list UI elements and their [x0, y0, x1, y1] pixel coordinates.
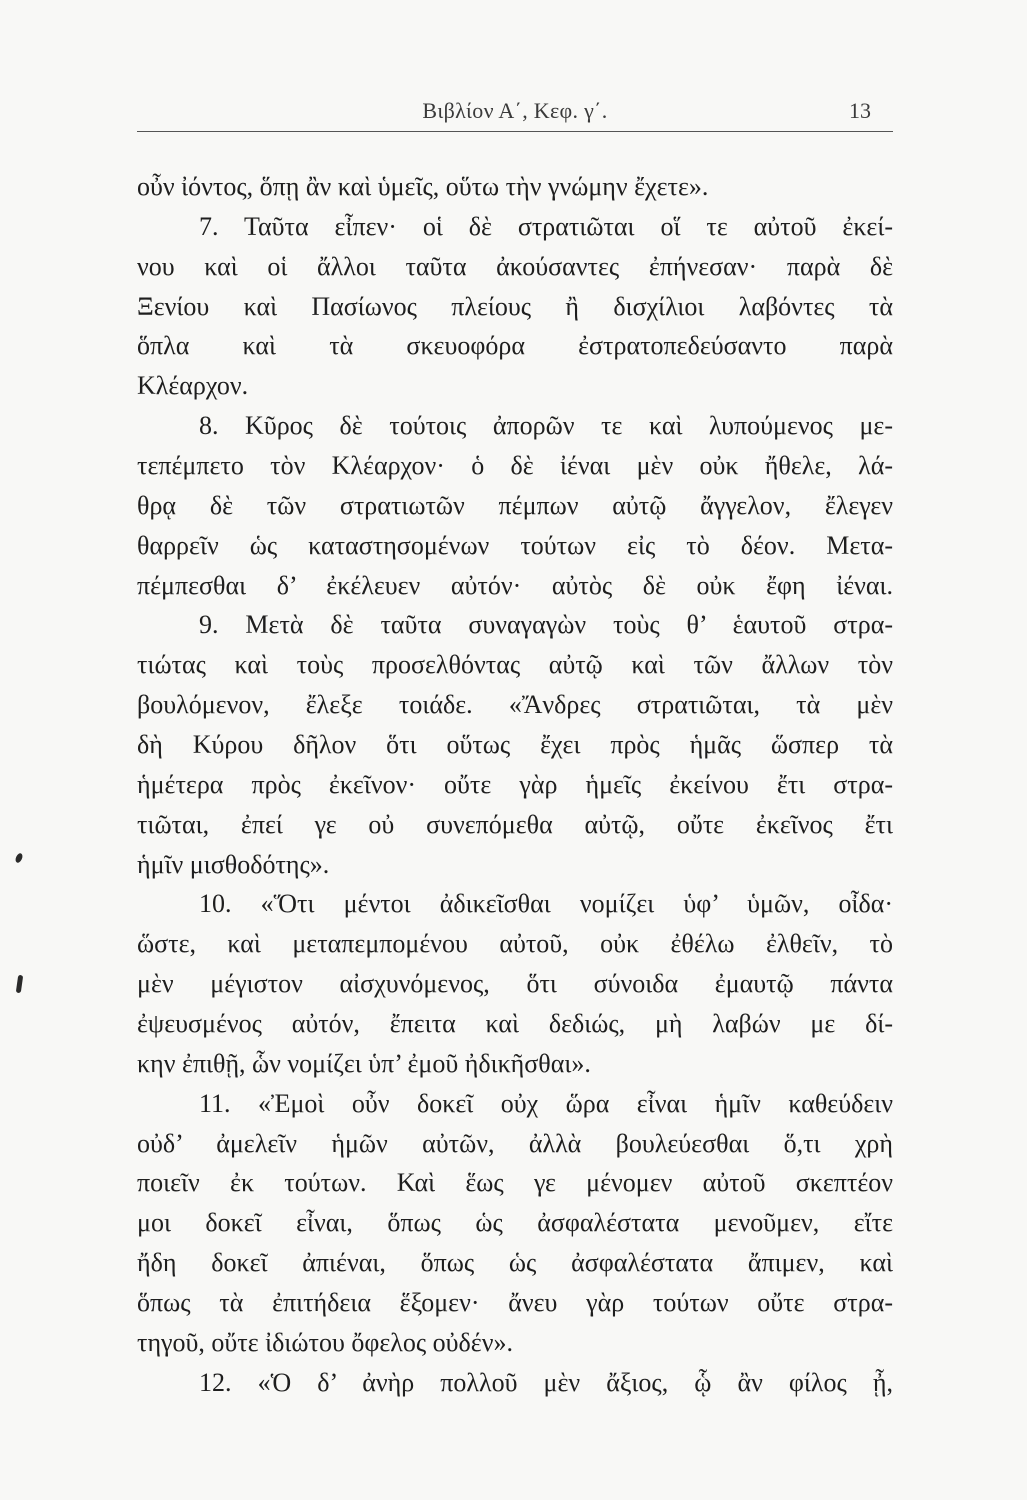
text-line: τεπέμπετο τὸν Κλέαρχον· ὁ δὲ ἰέναι μὲν οὐκ ἤθελε, λά- — [137, 451, 893, 481]
text-line: μοι δοκεῖ εἶναι, ὅπως ὡς ἀσφαλέστατα μενοῦμεν, εἴτε — [137, 1208, 893, 1238]
text-line: κην ἐπιθῇ, ὧν νομίζει ὑπ’ ἐμοῦ ἠδικῆσθαι». — [137, 1048, 591, 1078]
text-line: μὲν μέγιστον αἰσχυνόμενος, ὅτι σύνοιδα ἐμαυτῷ πάντα — [137, 969, 893, 999]
margin-speck — [14, 852, 24, 864]
text-line: νου καὶ οἱ ἄλλοι ταῦτα ἀκούσαντες ἐπήνεσαν· παρὰ δὲ — [137, 251, 893, 281]
page-header — [137, 96, 893, 126]
text-line: τιώτας καὶ τοὺς προσελθόντας αὐτῷ καὶ τῶν ἄλλων τὸν — [137, 650, 893, 680]
section-12-start: 12. «Ὁ δ’ ἀνὴρ πολλοῦ μὲν ἄξιος, ᾧ ἂν φίλος ᾖ, — [199, 1367, 893, 1397]
text-line: δὴ Κύρου δῆλον ὅτι οὕτως ἔχει πρὸς ἡμᾶς ὥσπερ τὰ — [137, 730, 893, 760]
text-line: ἤδη δοκεῖ ἀπιέναι, ὅπως ὡς ἀσφαλέστατα ἄπιμεν, καὶ — [137, 1248, 893, 1278]
text-line: οὐδ’ ἀμελεῖν ἡμῶν αὐτῶν, ἀλλὰ βουλεύεσθαι ὅ,τι χρὴ — [137, 1128, 893, 1158]
text-line: ὅπως τὰ ἐπιτήδεια ἕξομεν· ἄνευ γὰρ τούτων οὔτε στρα- — [137, 1288, 893, 1318]
section-10-start: 10. «Ὅτι μέντοι ἀδικεῖσθαι νομίζει ὑφ’ ὑμῶν, οἶδα· — [199, 889, 893, 919]
text-line: βουλόμενον, ἔλεξε τοιάδε. «Ἄνδρες στρατιῶται, τὰ μὲν — [137, 690, 893, 720]
text-line: οὖν ἰόντος, ὅπῃ ἂν καὶ ὑμεῖς, οὕτω τὴν γνώμην ἔχετε». — [137, 172, 709, 201]
page-number: 13 — [849, 98, 871, 123]
margin-speck — [16, 975, 23, 994]
text-line: πέμπεσθαι δ’ ἐκέλευεν αὐτόν· αὐτὸς δὲ οὐκ ἔφη ἰέναι. — [137, 570, 893, 600]
text-line: ἐψευσμένος αὐτόν, ἔπειτα καὶ δεδιώς, μὴ λαβών με δί- — [137, 1009, 893, 1039]
header-rule — [137, 131, 893, 132]
text-line: Κλέαρχον. — [137, 371, 249, 401]
text-line: τιῶται, ἐπεί γε οὐ συνεπόμεθα αὐτῷ, οὔτε ἐκεῖνος ἔτι — [137, 809, 893, 839]
section-11-start: 11. «Ἐμοὶ οὖν δοκεῖ οὐχ ὥρα εἶναι ἡμῖν καθεύδειν — [199, 1088, 893, 1118]
text-line: ὥστε, καὶ μεταπεμπομένου αὐτοῦ, οὐκ ἐθέλω ἐλθεῖν, τὸ — [137, 929, 893, 959]
text-line: ὅπλα καὶ τὰ σκευοφόρα ἐστρατοπεδεύσαντο παρὰ — [137, 331, 893, 361]
text-line: ποιεῖν ἐκ τούτων. Καὶ ἕως γε μένομεν αὐτοῦ σκεπτέον — [137, 1168, 893, 1198]
text-line: θρᾳ δὲ τῶν στρατιωτῶν πέμπων αὐτῷ ἄγγελον, ἔλεγεν — [137, 490, 893, 520]
section-7-start: 7. Ταῦτα εἶπεν· οἱ δὲ στρατιῶται οἵ τε αὐτοῦ ἐκεί- — [199, 211, 893, 241]
text-line: θαρρεῖν ὡς καταστησομένων τούτων εἰς τὸ δέον. Μετα- — [137, 530, 893, 560]
section-9-start: 9. Μετὰ δὲ ταῦτα συναγαγὼν τοὺς θ’ ἑαυτοῦ στρα- — [199, 610, 893, 640]
running-head: Βιβλίον Α΄, Κεφ. γ΄. — [422, 98, 608, 123]
text-line: Ξενίου καὶ Πασίωνος πλείους ἢ δισχίλιοι λαβόντες τὰ — [137, 291, 893, 321]
section-8-start: 8. Κῦρος δὲ τούτοις ἀπορῶν τε καὶ λυπούμενος με- — [199, 411, 893, 441]
body-text — [137, 167, 893, 1403]
text-line: ἡμέτερα πρὸς ἐκεῖνον· οὔτε γὰρ ἡμεῖς ἐκείνου ἔτι στρα- — [137, 769, 893, 799]
text-line: τηγοῦ, οὔτε ἰδιώτου ὄφελος οὐδέν». — [137, 1327, 513, 1357]
text-line: ἡμῖν μισθοδότης». — [137, 849, 330, 879]
